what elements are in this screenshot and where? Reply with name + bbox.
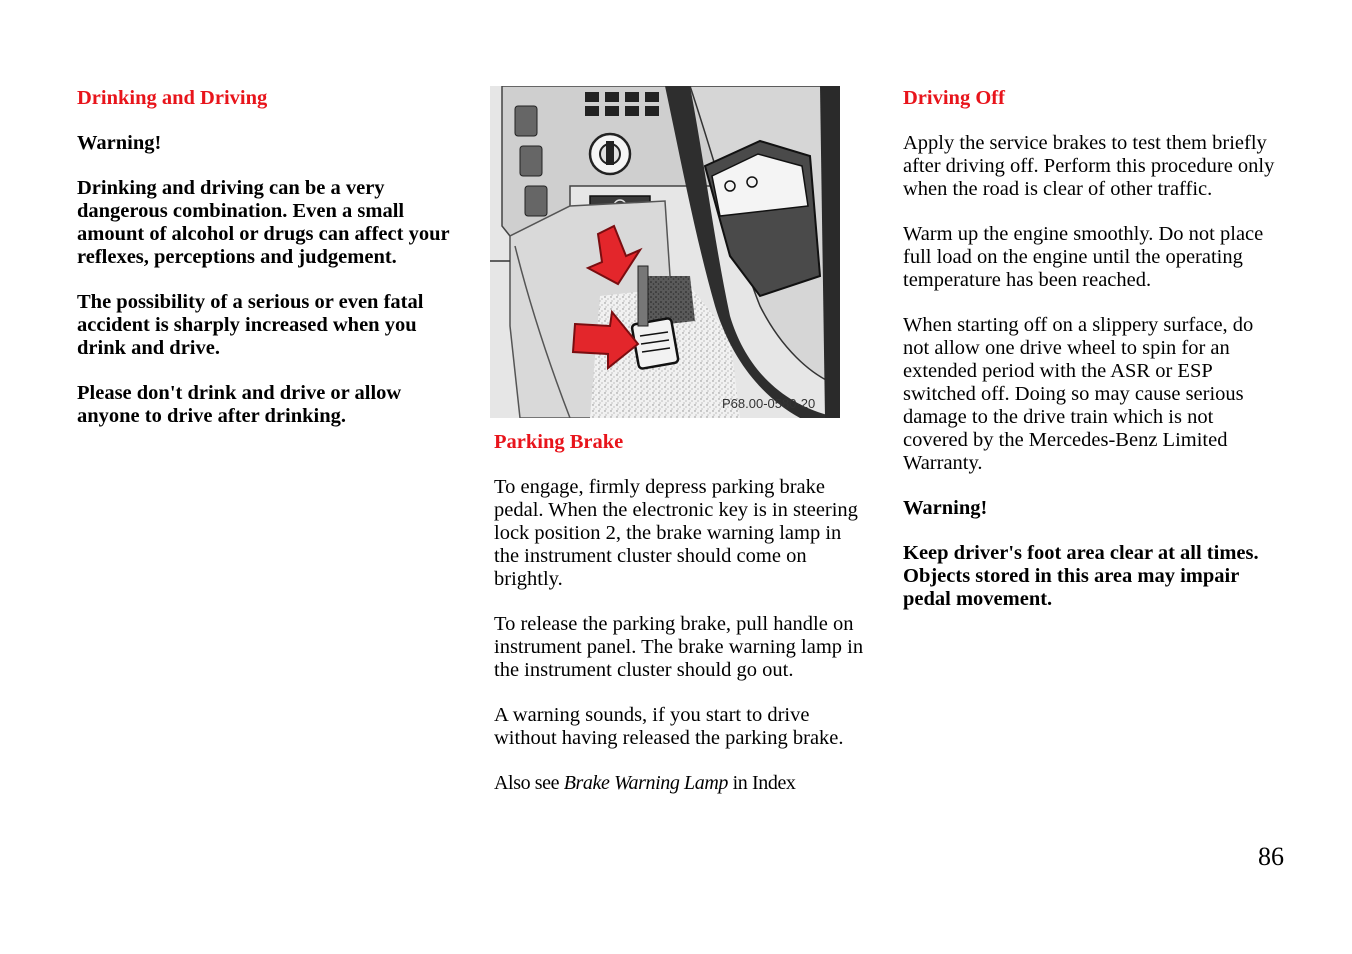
parking-brake-illustration xyxy=(490,86,840,418)
drinking-driving-section xyxy=(77,87,452,450)
warning-label: Warning! xyxy=(903,497,988,519)
paragraph: When starting off on a slippery surface, do not allow one drive wheel to spin for an extended period with the ASR or ESP switched off. Doing so may cause serious damage to the drive train which is not covered by the Mercedes-Benz Limited Warranty. xyxy=(903,314,1254,474)
figure-code: P68.00-0580-20 xyxy=(722,396,816,411)
paragraph: Apply the service brakes to test them briefly after driving off. Perform this procedure only when the road is clear of other traffic. xyxy=(903,132,1275,200)
paragraph: Drinking and driving can be a very dangerous combination. Even a small amount of alcohol or drugs can affect your reflexes, perceptions and judgement. xyxy=(77,177,450,268)
page-number: 86 xyxy=(1258,842,1284,871)
parking-brake-section xyxy=(494,431,864,817)
also-see-suffix: in Index xyxy=(728,772,796,794)
driving-off-section xyxy=(903,87,1278,633)
paragraph: The possibility of a serious or even fatal accident is sharply increased when you drink and drive. xyxy=(77,291,424,359)
brake-warning-lamp-link[interactable]: Brake Warning Lamp xyxy=(563,772,729,794)
paragraph: A warning sounds, if you start to drive without having released the parking brake. xyxy=(494,704,844,749)
paragraph: To release the parking brake, pull handle on instrument panel. The brake warning lamp in the instrument cluster should go out. xyxy=(494,613,864,681)
also-see-prefix: Also see xyxy=(494,772,564,794)
section-heading-driving-off: Driving Off xyxy=(903,87,1005,109)
also-see-reference xyxy=(494,772,864,795)
warning-text: Keep driver's foot area clear at all times. Objects stored in this area may impair pedal movement. xyxy=(903,542,1259,610)
warning-label: Warning! xyxy=(77,132,162,154)
paragraph: To engage, firmly depress parking brake pedal. When the electronic key is in steering lock position 2, the brake warning lamp in the instrument cluster should come on brightly. xyxy=(494,476,858,590)
paragraph: Warm up the engine smoothly. Do not place full load on the engine until the operating temperature has been reached. xyxy=(903,223,1264,291)
section-heading-parking-brake: Parking Brake xyxy=(494,431,624,453)
section-heading-drinking-driving: Drinking and Driving xyxy=(77,87,268,109)
paragraph: Please don't drink and drive or allow anyone to drive after drinking. xyxy=(77,382,402,427)
